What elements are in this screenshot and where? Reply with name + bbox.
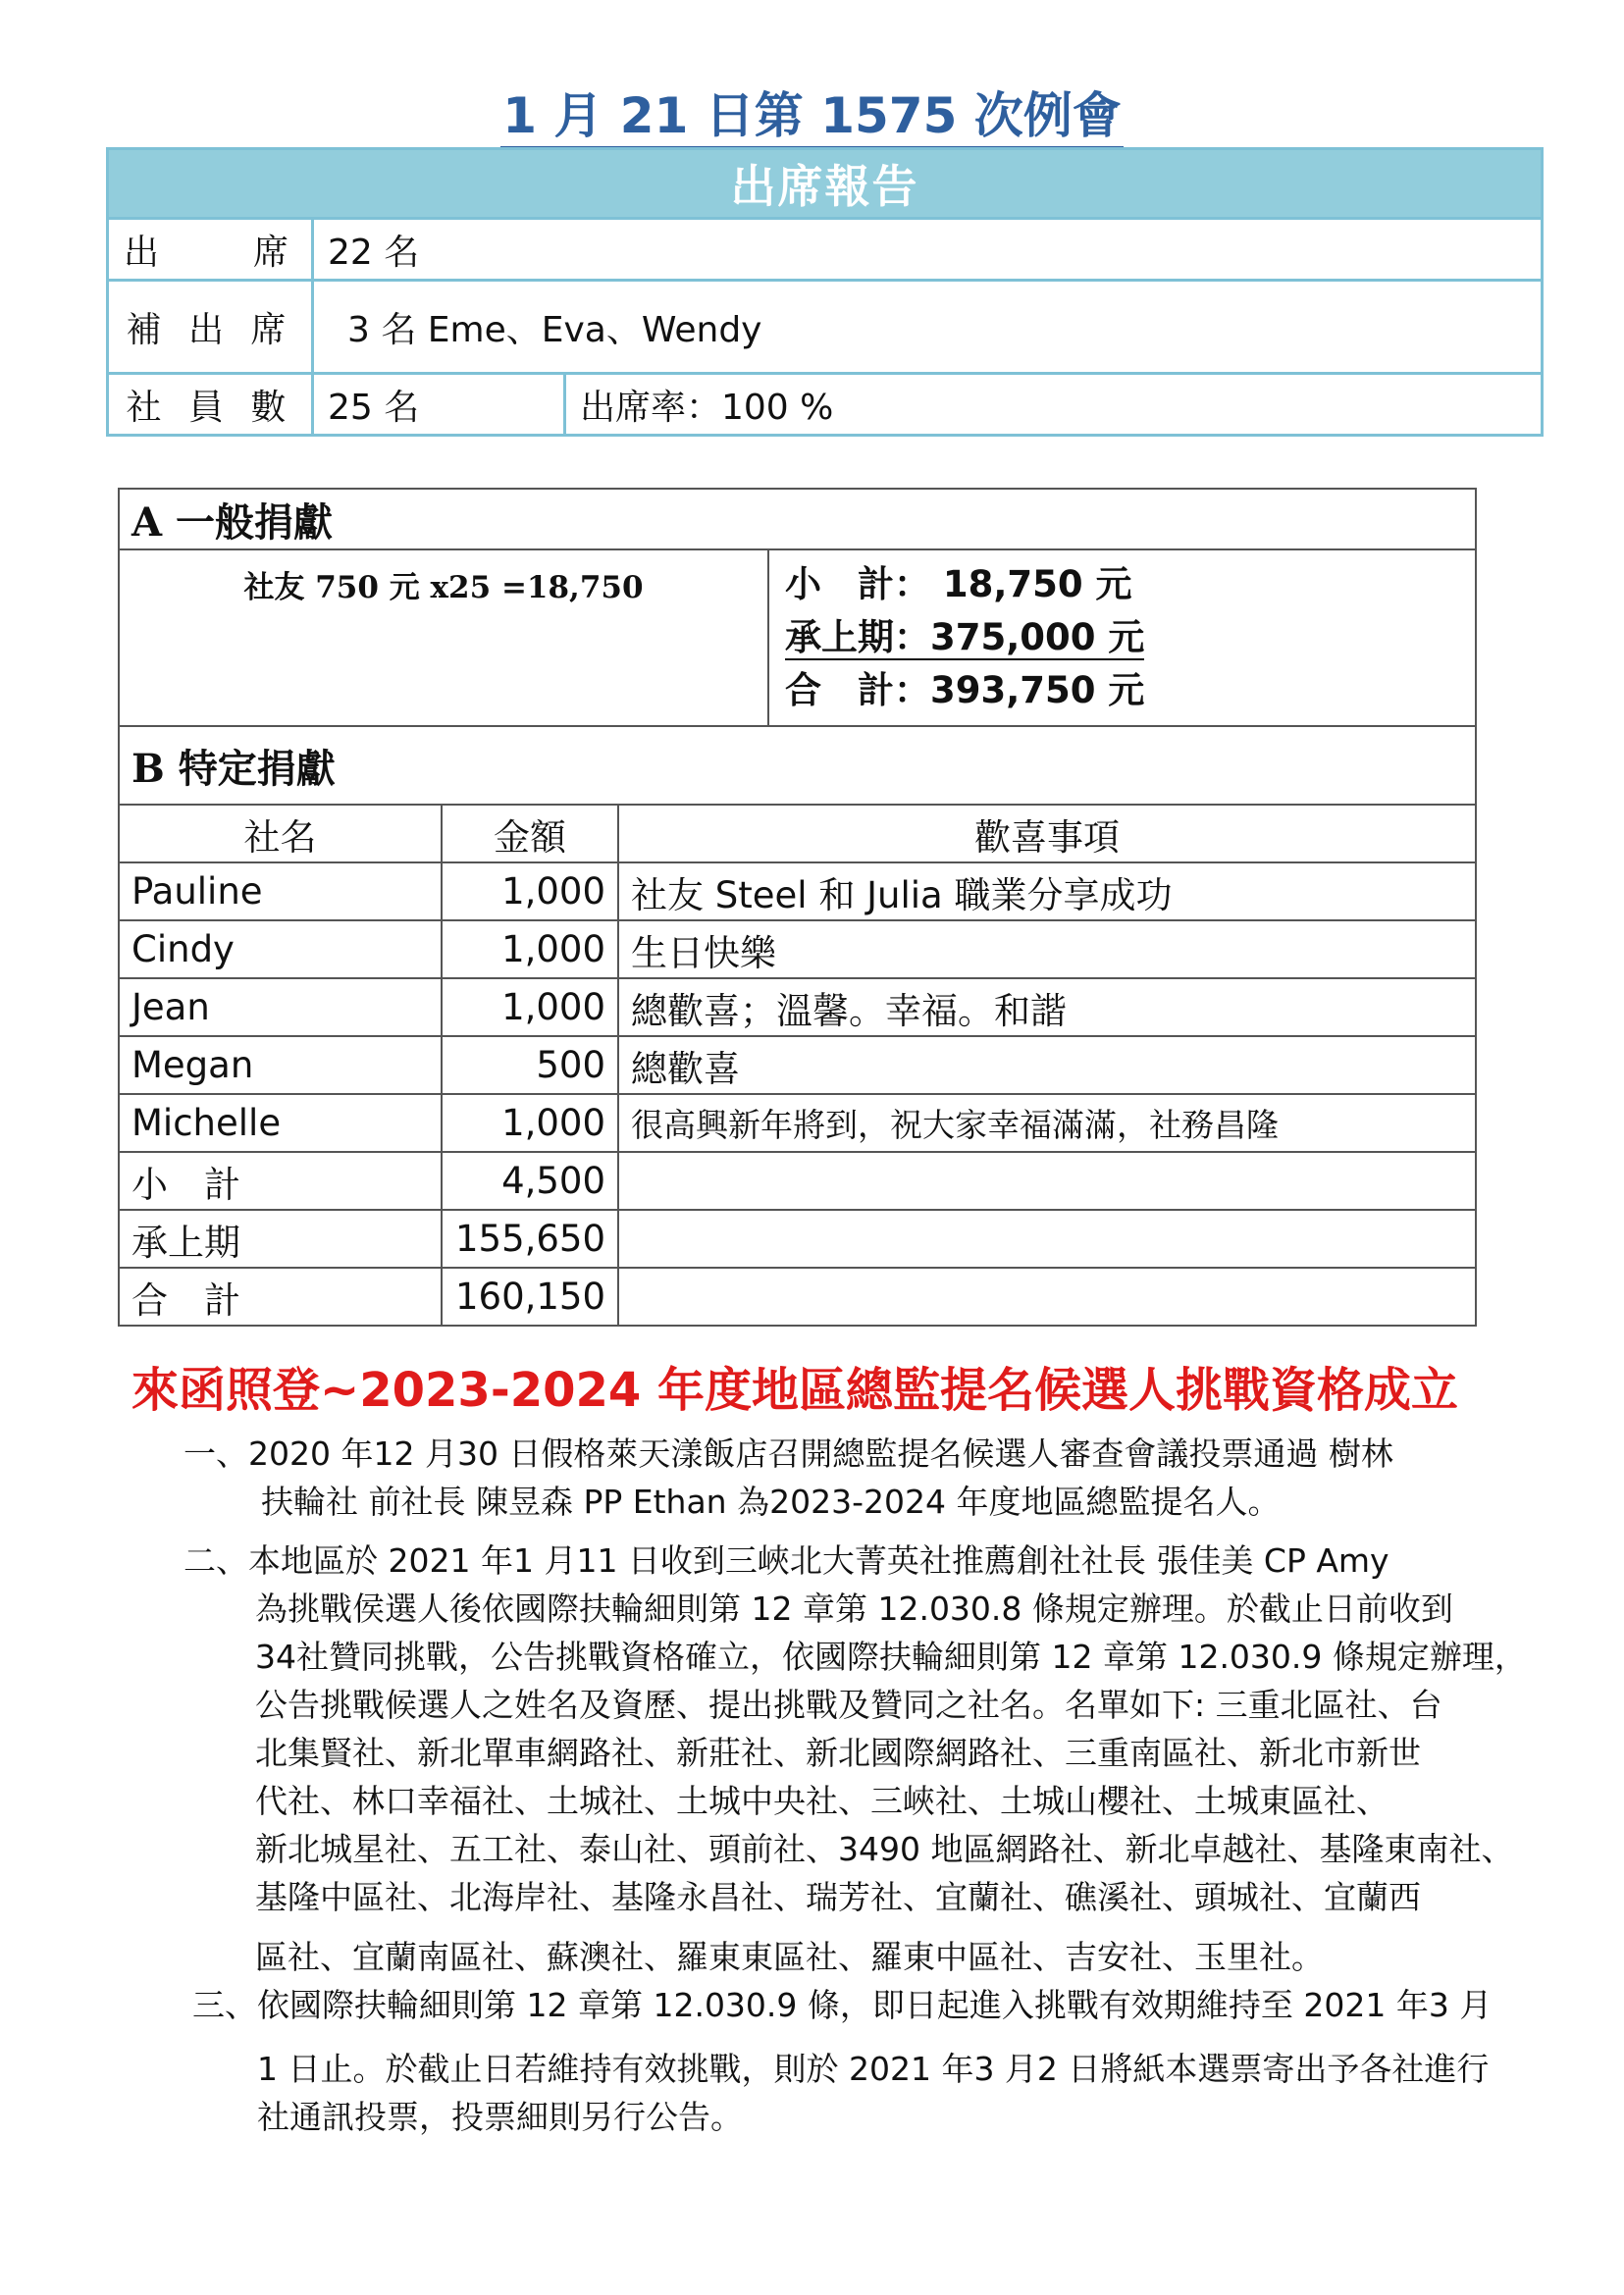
present-label: 出 席 (108, 219, 313, 281)
notice-line: 代社、林口幸福社、土城社、土城中央社、三峽社、土城山櫻社、土城東區社、 (255, 1782, 1388, 1820)
column-header-amount: 金額 (442, 805, 618, 862)
total-note (618, 1268, 1476, 1326)
row-note: 生日快樂 (618, 920, 1476, 978)
row-name: Cindy (119, 920, 442, 978)
donation-table (118, 488, 1477, 1327)
carried-note (618, 1210, 1476, 1268)
general-carried: 承上期：375,000 元 (785, 616, 1145, 658)
table-row (119, 978, 1476, 1036)
row-name: Pauline (119, 862, 442, 920)
subtotal-amount: 4,500 (442, 1152, 618, 1210)
specific-donation-heading: B 特定捐獻 (119, 726, 1476, 805)
general-donation-heading: A 一般捐獻 (119, 489, 1476, 549)
general-donation-formula: 社友 750 元 x25 =18,750 (119, 549, 768, 726)
subtotal-row (119, 1152, 1476, 1210)
notice-title: 來函照登~2023-2024 年度地區總監提名候選人挑戰資格成立 (131, 1363, 1459, 1418)
notice-paragraph-2 (183, 1537, 1527, 1981)
makeup-label: 補 出 席 (108, 281, 313, 374)
subtotal-note (618, 1152, 1476, 1210)
notice-line: 區社、宜蘭南區社、蘇澳社、羅東東區社、羅東中區社、吉安社、玉里社。 (255, 1938, 1324, 1976)
row-name: Jean (119, 978, 442, 1036)
notice-line: 社通訊投票，投票細則另行公告。 (257, 2098, 743, 2136)
column-header-note: 歡喜事項 (618, 805, 1476, 862)
row-note: 總歡喜 (618, 1036, 1476, 1094)
notice-line: 新北城星社、五工社、泰山社、頭前社、3490 地區網路社、新北卓越社、基隆東南社、 (255, 1830, 1514, 1868)
row-note: 社友 Steel 和 Julia 職業分享成功 (618, 862, 1476, 920)
attendance-table (106, 147, 1544, 437)
row-amount: 500 (442, 1036, 618, 1094)
notice-line: 二、本地區於 2021 年1 月11 日收到三峽北大菁英社推薦創社社長 張佳美 CP Amy (183, 1541, 1389, 1580)
general-donation-summary (768, 549, 1476, 726)
notice-line: 扶輪社 前社長 陳昱森 PP Ethan 為2023-2024 年度地區總監提名人。 (261, 1483, 1281, 1521)
subtotal-label: 小 計 (119, 1152, 442, 1210)
carried-row (119, 1210, 1476, 1268)
row-name: Megan (119, 1036, 442, 1094)
row-amount: 1,000 (442, 920, 618, 978)
carried-amount: 155,650 (442, 1210, 618, 1268)
general-carried-line (785, 611, 1459, 664)
notice-paragraph-3 (192, 1981, 1492, 2141)
row-amount: 1,000 (442, 1094, 618, 1152)
row-amount: 1,000 (442, 978, 618, 1036)
notice-line: 北集賢社、新北單車網路社、新莊社、新北國際網路社、三重南區社、新北市新世 (255, 1734, 1421, 1772)
notice-line: 為挑戰侯選人後依國際扶輪細則第 12 章第 12.030.8 條規定辦理。於截止日前收到 (255, 1590, 1453, 1628)
row-note: 總歡喜；溫馨。幸福。和諧 (618, 978, 1476, 1036)
present-value: 22 名 (313, 219, 1543, 281)
column-header-club: 社名 (119, 805, 442, 862)
makeup-value: 3 名 Eme、Eva、Wendy (313, 281, 1543, 374)
notice-paragraph-1 (183, 1430, 1393, 1526)
notice-line: 基隆中區社、北海岸社、基隆永昌社、瑞芳社、宜蘭社、礁溪社、頭城社、宜蘭西 (255, 1878, 1421, 1916)
members-label: 社 員 數 (108, 374, 313, 436)
total-amount: 160,150 (442, 1268, 618, 1326)
notice-line: 三、依國際扶輪細則第 12 章第 12.030.9 條，即日起進入挑戰有效期維持至 2021 年3 月 (192, 1986, 1493, 2024)
page-title: 1 月 21 日第 1575 次例會 (500, 87, 1124, 149)
table-row (119, 862, 1476, 920)
notice-line: 34社贊同挑戰，公告挑戰資格確立，依國際扶輪細則第 12 章第 12.030.9 條規定辦理， (255, 1638, 1527, 1676)
carried-label: 承上期 (119, 1210, 442, 1268)
attendance-rate: 出席率：100 % (565, 374, 1543, 436)
page-title-wrap (0, 77, 1624, 147)
notice-line: 1 日止。於截止日若維持有效挑戰，則於 2021 年3 月2 日將紙本選票寄出予各社進行 (257, 2050, 1490, 2088)
members-value: 25 名 (313, 374, 565, 436)
total-label: 合 計 (119, 1268, 442, 1326)
attendance-header: 出席報告 (108, 149, 1543, 219)
total-row (119, 1268, 1476, 1326)
row-note: 很高興新年將到，祝大家幸福滿滿，社務昌隆 (618, 1094, 1476, 1152)
notice-line: 公告挑戰候選人之姓名及資歷、提出挑戰及贊同之社名。名單如下: 三重北區社、台 (255, 1686, 1442, 1724)
row-name: Michelle (119, 1094, 442, 1152)
table-row (119, 1094, 1476, 1152)
general-total: 合 計：393,750 元 (785, 669, 1145, 711)
row-amount: 1,000 (442, 862, 618, 920)
table-row (119, 920, 1476, 978)
notice-line: 一、2020 年12 月30 日假格萊天漾飯店召開總監提名候選人審查會議投票通過 樹林 (183, 1434, 1393, 1473)
table-row (119, 1036, 1476, 1094)
general-subtotal: 小 計： 18,750 元 (785, 563, 1132, 605)
